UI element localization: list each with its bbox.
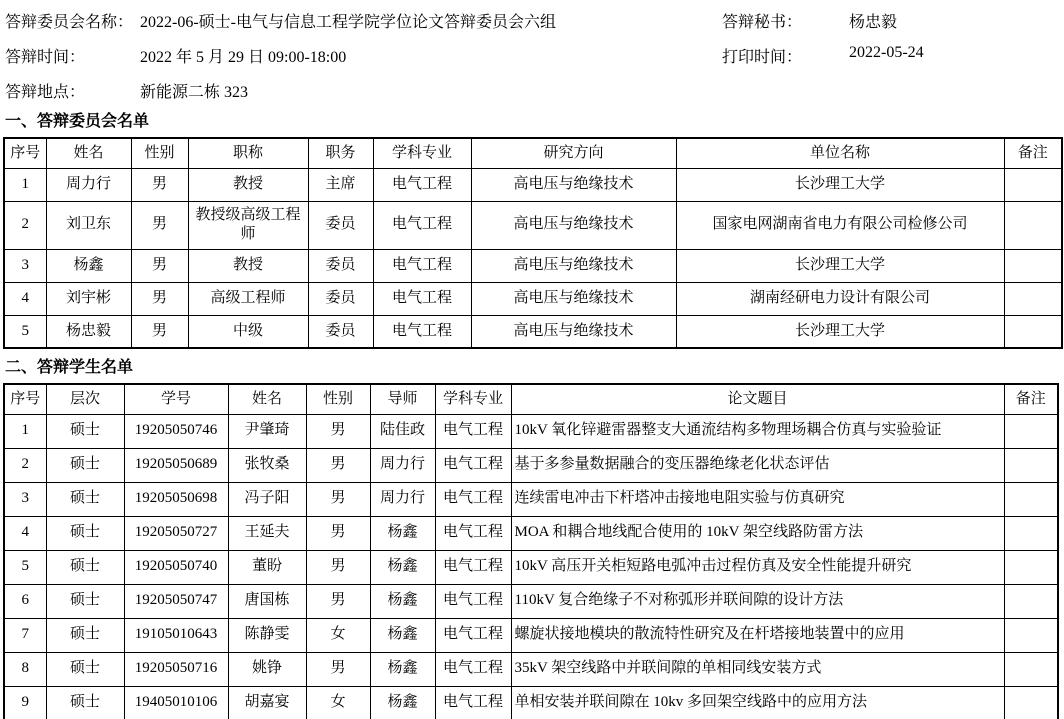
cell: 电气工程: [435, 550, 511, 584]
cell: 杨鑫: [370, 516, 435, 550]
cell: 电气工程: [373, 315, 471, 348]
cell: [1004, 618, 1058, 652]
cell: 高级工程师: [188, 282, 308, 315]
cell: [1004, 315, 1062, 348]
cell: 周力行: [46, 168, 131, 201]
cell: [1004, 584, 1058, 618]
cell: 螺旋状接地模块的散流特性研究及在杆塔接地装置中的应用: [511, 618, 1004, 652]
cell: [1004, 516, 1058, 550]
cell: 19405010106: [124, 686, 228, 719]
cell: 19205050727: [124, 516, 228, 550]
cell: 男: [131, 201, 188, 249]
column-header: 职务: [308, 138, 373, 168]
cell: MOA 和耦合地线配合使用的 10kV 架空线路防雷方法: [511, 516, 1004, 550]
table-row: [4, 652, 1058, 686]
cell: 杨鑫: [46, 249, 131, 282]
cell: 硕士: [46, 414, 124, 448]
table-row: [4, 315, 1062, 348]
cell: 4: [4, 282, 46, 315]
cell: 6: [4, 584, 46, 618]
cell: [1004, 482, 1058, 516]
cell: 19105010643: [124, 618, 228, 652]
cell: 唐国栋: [228, 584, 306, 618]
cell: 冯子阳: [228, 482, 306, 516]
table-row: [4, 686, 1058, 719]
cell: 男: [306, 652, 370, 686]
cell: 男: [306, 414, 370, 448]
column-header: 论文题目: [511, 384, 1004, 414]
cell: 女: [306, 618, 370, 652]
cell: 姚铮: [228, 652, 306, 686]
cell: [1004, 652, 1058, 686]
cell: 教授: [188, 249, 308, 282]
column-header: 学号: [124, 384, 228, 414]
cell: 杨鑫: [370, 618, 435, 652]
cell: 男: [131, 282, 188, 315]
table-row: [4, 249, 1062, 282]
cell: 陈静雯: [228, 618, 306, 652]
print-time-label: 打印时间：: [722, 49, 803, 66]
cell: 长沙理工大学: [676, 315, 1004, 348]
students-section-title: 二、答辩学生名单: [5, 359, 134, 376]
cell: 电气工程: [373, 168, 471, 201]
cell: 教授级高级工程师: [188, 201, 308, 249]
cell: 国家电网湖南省电力有限公司检修公司: [676, 201, 1004, 249]
table-row: [4, 282, 1062, 315]
cell: 电气工程: [435, 584, 511, 618]
cell: 19205050740: [124, 550, 228, 584]
column-header: 性别: [306, 384, 370, 414]
cell: 男: [131, 315, 188, 348]
column-header: 单位名称: [676, 138, 1004, 168]
table-row: [4, 482, 1058, 516]
cell: 长沙理工大学: [676, 249, 1004, 282]
cell: 电气工程: [435, 482, 511, 516]
column-header: 学科专业: [435, 384, 511, 414]
cell: 硕士: [46, 550, 124, 584]
cell: 连续雷电冲击下杆塔冲击接地电阻实验与仿真研究: [511, 482, 1004, 516]
cell: 董盼: [228, 550, 306, 584]
location-label: 答辩地点：: [5, 84, 86, 101]
cell: 男: [306, 448, 370, 482]
column-header: 序号: [4, 384, 46, 414]
cell: 杨鑫: [370, 652, 435, 686]
cell: 1: [4, 414, 46, 448]
cell: 19205050746: [124, 414, 228, 448]
print-time-value: 2022-05-24: [849, 44, 924, 61]
cell: [1004, 168, 1062, 201]
table-row: [4, 448, 1058, 482]
cell: 电气工程: [373, 249, 471, 282]
cell: 8: [4, 652, 46, 686]
cell: 胡嘉宴: [228, 686, 306, 719]
cell: 高电压与绝缘技术: [471, 249, 676, 282]
cell: 杨鑫: [370, 584, 435, 618]
cell: 湖南经研电力设计有限公司: [676, 282, 1004, 315]
cell: 硕士: [46, 482, 124, 516]
cell: 4: [4, 516, 46, 550]
defense-time-value: 2022 年 5 月 29 日 09:00-18:00: [140, 49, 347, 66]
cell: 电气工程: [435, 686, 511, 719]
cell: 10kV 高压开关柜短路电弧冲击过程仿真及安全性能提升研究: [511, 550, 1004, 584]
cell: 刘宇彬: [46, 282, 131, 315]
cell: 3: [4, 482, 46, 516]
cell: 电气工程: [435, 448, 511, 482]
cell: 刘卫东: [46, 201, 131, 249]
cell: 男: [306, 516, 370, 550]
cell: 电气工程: [435, 618, 511, 652]
cell: 男: [131, 249, 188, 282]
table-row: [4, 516, 1058, 550]
cell: [1004, 686, 1058, 719]
cell: 19205050689: [124, 448, 228, 482]
cell: 硕士: [46, 618, 124, 652]
cell: 杨鑫: [370, 550, 435, 584]
cell: 5: [4, 315, 46, 348]
secretary-label: 答辩秘书：: [722, 14, 803, 31]
defense-time-label: 答辩时间：: [5, 49, 86, 66]
column-header: 姓名: [46, 138, 131, 168]
cell: 杨鑫: [370, 686, 435, 719]
cell: 教授: [188, 168, 308, 201]
column-header: 姓名: [228, 384, 306, 414]
cell: 陆佳政: [370, 414, 435, 448]
cell: 2: [4, 201, 46, 249]
header-row: [4, 384, 1058, 414]
cell: 委员: [308, 249, 373, 282]
cell: 电气工程: [373, 201, 471, 249]
cell: 女: [306, 686, 370, 719]
cell: 王延夫: [228, 516, 306, 550]
cell: 男: [306, 584, 370, 618]
cell: 高电压与绝缘技术: [471, 315, 676, 348]
cell: [1004, 448, 1058, 482]
cell: 硕士: [46, 516, 124, 550]
cell: 2: [4, 448, 46, 482]
cell: 委员: [308, 315, 373, 348]
committee-name-value: 2022-06-硕士-电气与信息工程学院学位论文答辩委员会六组: [140, 14, 556, 31]
cell: 硕士: [46, 448, 124, 482]
cell: 5: [4, 550, 46, 584]
table-row: [4, 201, 1062, 249]
table-row: [4, 550, 1058, 584]
cell: 基于多参量数据融合的变压器绝缘老化状态评估: [511, 448, 1004, 482]
cell: 1: [4, 168, 46, 201]
cell: 35kV 架空线路中并联间隙的单相同线安装方式: [511, 652, 1004, 686]
cell: [1004, 550, 1058, 584]
cell: 7: [4, 618, 46, 652]
cell: 电气工程: [373, 282, 471, 315]
cell: 高电压与绝缘技术: [471, 282, 676, 315]
column-header: 备注: [1004, 384, 1058, 414]
cell: 单相安装并联间隙在 10kv 多回架空线路中的应用方法: [511, 686, 1004, 719]
students-table: [3, 383, 1059, 719]
column-header: 职称: [188, 138, 308, 168]
column-header: 层次: [46, 384, 124, 414]
cell: 3: [4, 249, 46, 282]
cell: 硕士: [46, 652, 124, 686]
column-header: 导师: [370, 384, 435, 414]
header-row: [4, 138, 1062, 168]
cell: 19205050747: [124, 584, 228, 618]
secretary-value: 杨忠毅: [849, 14, 898, 31]
cell: 高电压与绝缘技术: [471, 201, 676, 249]
cell: 张牧桑: [228, 448, 306, 482]
table-row: [4, 168, 1062, 201]
cell: 19205050698: [124, 482, 228, 516]
cell: 电气工程: [435, 516, 511, 550]
cell: 高电压与绝缘技术: [471, 168, 676, 201]
cell: 委员: [308, 282, 373, 315]
column-header: 序号: [4, 138, 46, 168]
cell: 男: [306, 482, 370, 516]
document-meta-header: [0, 0, 1064, 110]
cell: 9: [4, 686, 46, 719]
column-header: 学科专业: [373, 138, 471, 168]
cell: 周力行: [370, 448, 435, 482]
cell: 委员: [308, 201, 373, 249]
cell: 中级: [188, 315, 308, 348]
cell: [1004, 201, 1062, 249]
committee-name-label: 答辩委员会名称：: [5, 14, 134, 31]
table-row: [4, 618, 1058, 652]
table-row: [4, 584, 1058, 618]
cell: [1004, 414, 1058, 448]
cell: 杨忠毅: [46, 315, 131, 348]
column-header: 性别: [131, 138, 188, 168]
cell: 男: [306, 550, 370, 584]
location-value: 新能源二栋 323: [140, 84, 249, 101]
cell: [1004, 282, 1062, 315]
cell: 硕士: [46, 584, 124, 618]
cell: 尹肇琦: [228, 414, 306, 448]
committee-table: [3, 137, 1063, 349]
cell: 10kV 氧化锌避雷器整支大通流结构多物理场耦合仿真与实验验证: [511, 414, 1004, 448]
cell: 长沙理工大学: [676, 168, 1004, 201]
cell: [1004, 249, 1062, 282]
cell: 电气工程: [435, 652, 511, 686]
cell: 主席: [308, 168, 373, 201]
cell: 110kV 复合绝缘子不对称弧形并联间隙的设计方法: [511, 584, 1004, 618]
cell: 硕士: [46, 686, 124, 719]
table-row: [4, 414, 1058, 448]
cell: 电气工程: [435, 414, 511, 448]
column-header: 备注: [1004, 138, 1062, 168]
cell: 男: [131, 168, 188, 201]
cell: 周力行: [370, 482, 435, 516]
cell: 19205050716: [124, 652, 228, 686]
committee-section-title: 一、答辩委员会名单: [5, 113, 150, 130]
column-header: 研究方向: [471, 138, 676, 168]
